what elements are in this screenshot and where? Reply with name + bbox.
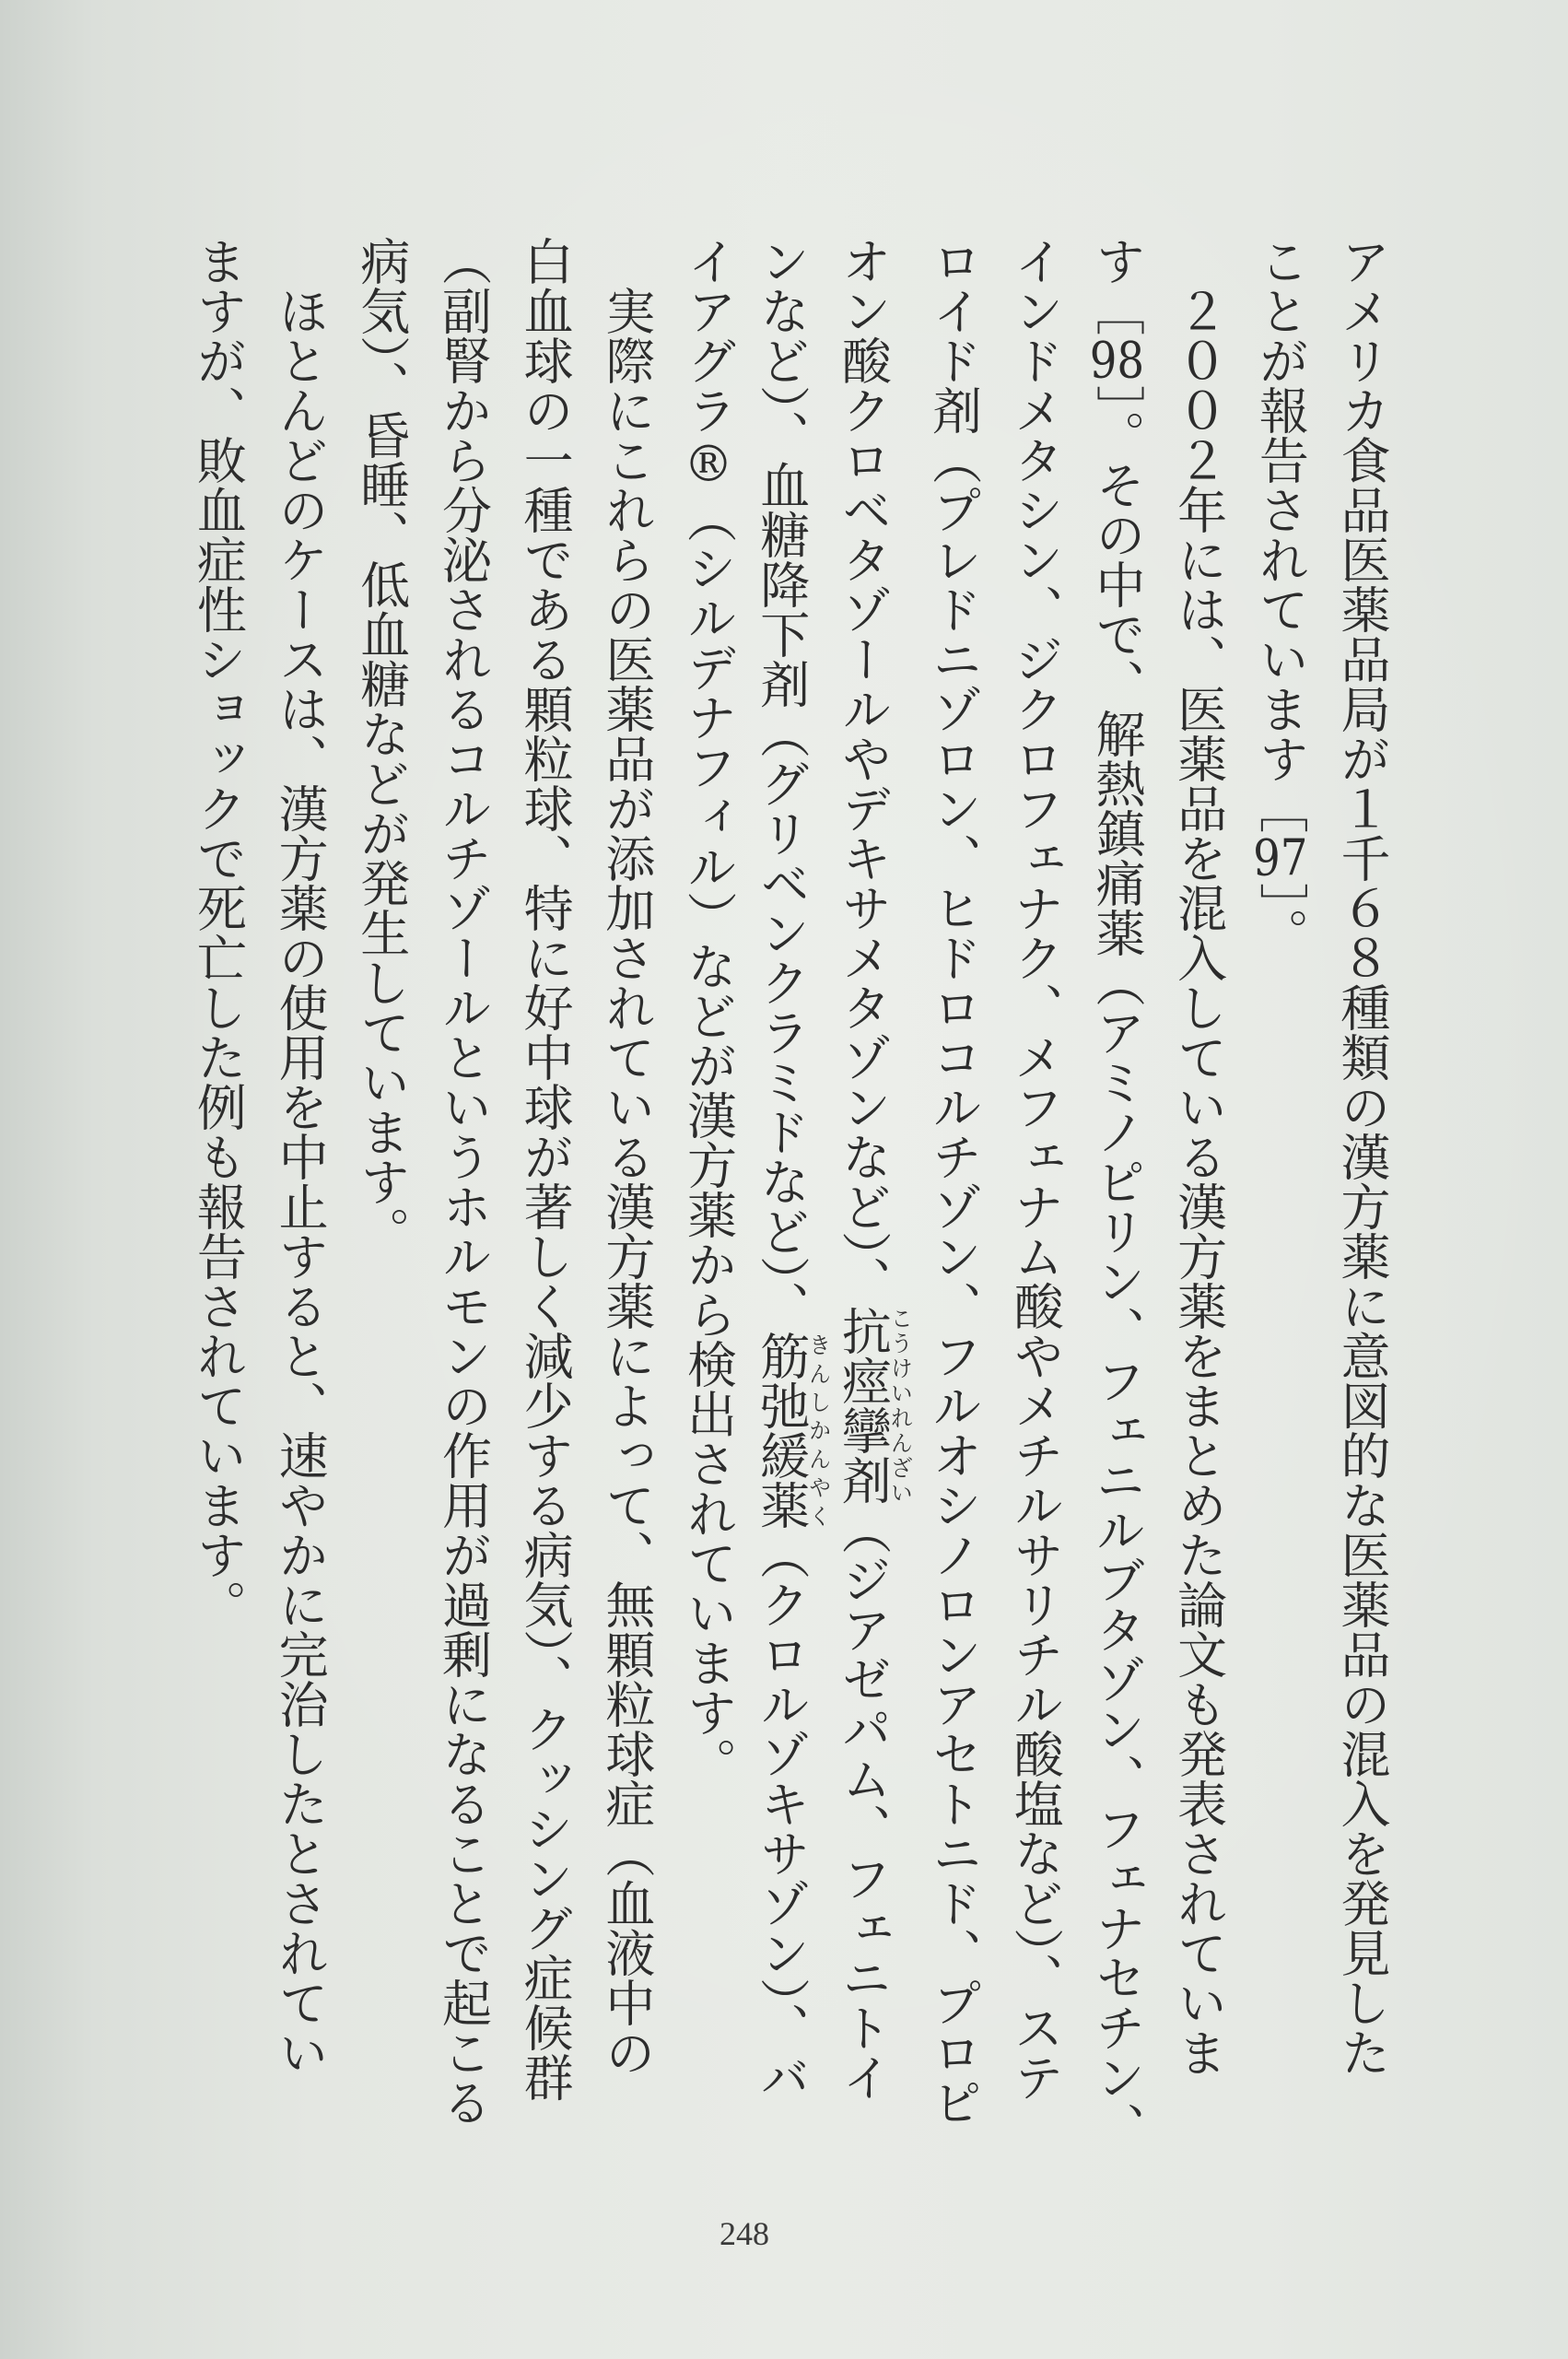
text-run: 病気）、昏睡、低血糖などが発生しています。 [352, 236, 411, 1256]
text-run: オン酸クロベタゾールやデキサメタゾンなど）、 [834, 236, 893, 1306]
text-run: （ジアゼパム、フェニトイ [834, 1505, 893, 2102]
vertical-body-text [176, 236, 1402, 2282]
ruby-base: 抗痙攣剤 [834, 1306, 893, 1505]
page-number: 248 [720, 2215, 769, 2252]
text-run: アメリカ食品医薬品局が１千６８種類の漢方薬に意図的な医薬品の混入を発見した [1333, 236, 1391, 2077]
text-run: ２００２年には、医薬品を混入している漢方薬をまとめた論文も発表されていま [1169, 286, 1228, 2077]
text-column [1320, 236, 1402, 2282]
text-column [830, 236, 912, 2282]
text-run: （副腎から分泌されるコルチゾールというホルモンの作用が過剰になることで起こる [434, 236, 493, 2127]
ruby-reading: こうけいれんざい [886, 1306, 914, 1505]
text-run: 白血球の一種である顆粒球、特に好中球が著しく減少する病気）、クッシング症候群 [516, 236, 575, 2102]
text-column [1075, 236, 1157, 2282]
text-run: ますが、敗血症性ショックで死亡した例も報告されています。 [189, 236, 248, 1629]
text-column [585, 236, 667, 2282]
text-column [422, 236, 504, 2282]
text-column [340, 236, 422, 2282]
ruby-term-anticonvulsant [834, 1306, 914, 1505]
text-column [503, 236, 585, 2282]
text-column [1239, 236, 1321, 2282]
ruby-reading: きんしかんやく [804, 1331, 832, 1530]
text-column [258, 236, 340, 2282]
text-run: ことが報告されています［ [1251, 236, 1310, 833]
text-run: ほとんどのケースは、漢方薬の使用を中止すると、速やかに完治したとされてい [271, 286, 330, 2077]
citation-reference: 98 [1089, 335, 1145, 385]
text-column [994, 236, 1076, 2282]
text-run: ンなど）、血糖降下剤（グリベンクラミドなど）、 [752, 236, 811, 1331]
text-column [1157, 236, 1239, 2282]
text-run: ロイド剤（プレドニゾロン、ヒドロコルチゾン、フルオシノロンアセトニド、プロピ [924, 236, 983, 2127]
text-run: ］。その中で、解熱鎮痛薬（アミノピリン、フェニルブタゾン、フェナセチン、 [1087, 385, 1146, 2152]
citation-reference: 97 [1253, 833, 1308, 883]
ruby-term-muscle-relaxant [752, 1331, 832, 1530]
text-run: （クロルゾキサゾン）、バ [752, 1530, 811, 2102]
text-run: 実際にこれらの医薬品が添加されている漢方薬によって、無顆粒球症（血液中の [597, 286, 656, 2077]
text-run: ］。 [1251, 883, 1310, 957]
text-run: す［ [1087, 236, 1146, 335]
text-run: イアグラ®（シルデナフィル）などが漢方薬から検出されています。 [679, 236, 738, 1787]
text-column [749, 236, 831, 2282]
text-column [667, 236, 749, 2282]
ruby-base: 筋弛緩薬 [752, 1331, 811, 1530]
text-column [912, 236, 994, 2282]
text-run: インドメタシン、ジクロフェナク、メフェナム酸やメチルサリチル酸塩など）、ステ [1006, 236, 1065, 2102]
text-column [177, 236, 259, 2282]
